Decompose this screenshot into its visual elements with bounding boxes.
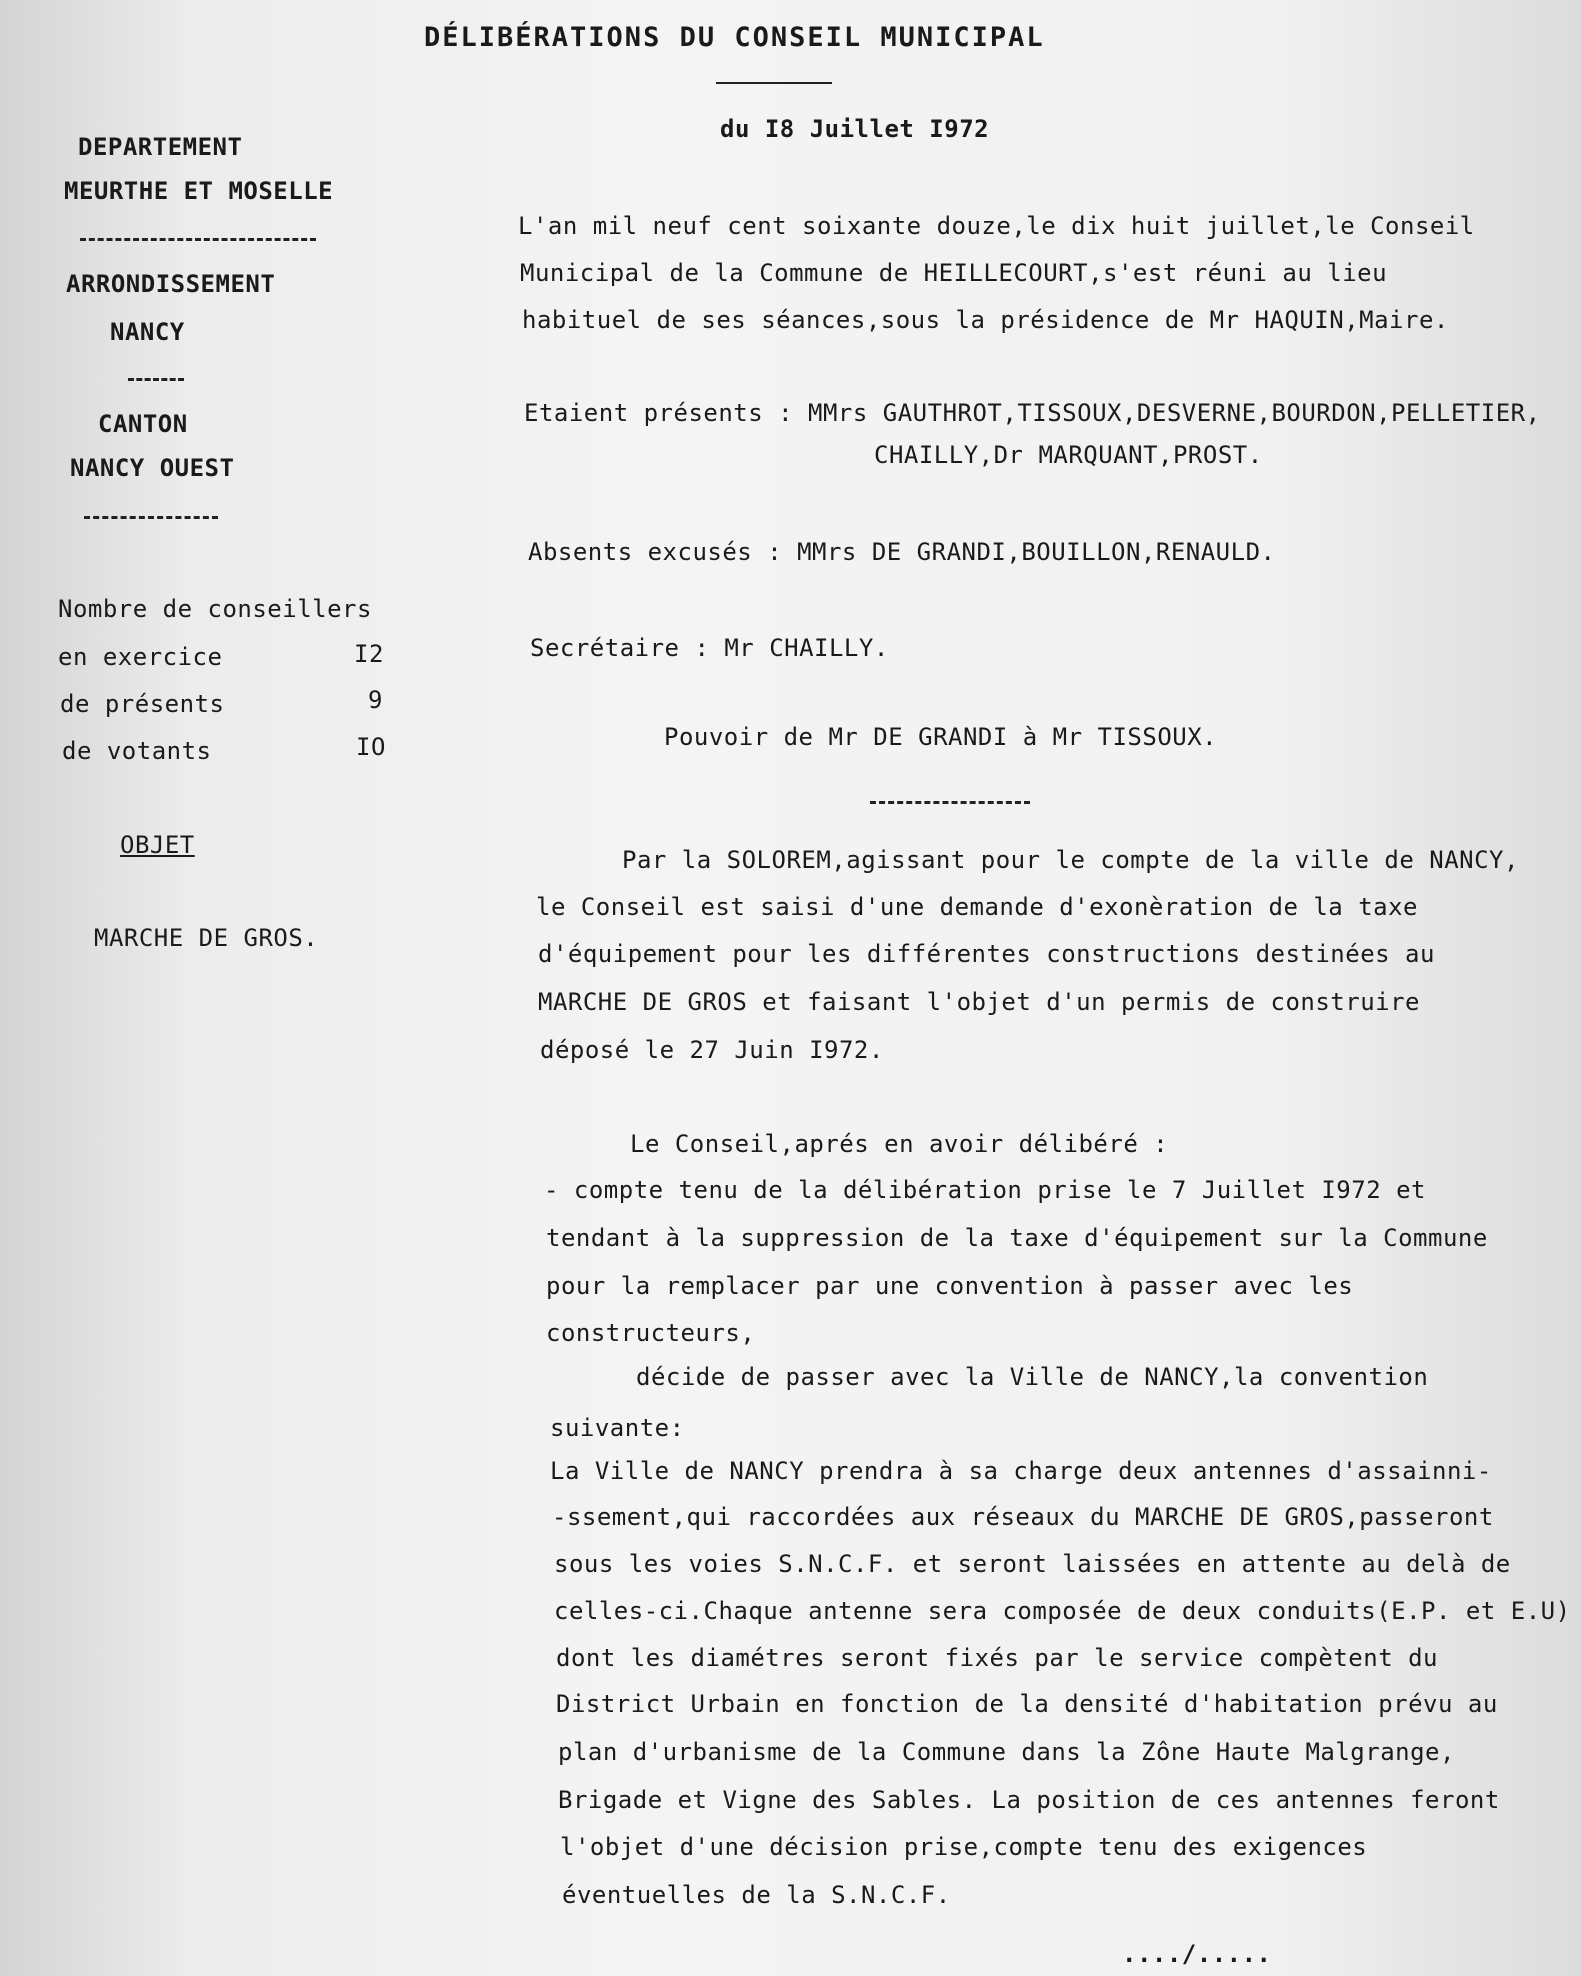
paragraph-line: l'objet d'une décision prise,compte tenu des exigences <box>560 1833 1368 1861</box>
paragraph-line: - compte tenu de la délibération prise le 7 Juillet I972 et <box>544 1176 1427 1204</box>
count-value: I2 <box>354 640 384 668</box>
sidebar-divider <box>80 238 316 241</box>
paragraph-line: tendant à la suppression de la taxe d'équipement sur la Commune <box>546 1224 1488 1252</box>
document-title: DÉLIBÉRATIONS DU CONSEIL MUNICIPAL <box>424 22 1045 53</box>
paragraph-line: suivante: <box>550 1414 685 1442</box>
intro-line: Municipal de la Commune de HEILLECOURT,s'est réuni au lieu <box>520 259 1388 287</box>
conseillers-title: Nombre de conseillers <box>58 595 372 623</box>
secretaire-line: Secrétaire : Mr CHAILLY. <box>530 634 889 662</box>
paragraph-line: Le Conseil,aprés en avoir délibéré : <box>630 1130 1169 1158</box>
count-label: de présents <box>60 690 225 718</box>
paragraph-line: déposé le 27 Juin I972. <box>540 1036 884 1064</box>
canton-label: CANTON <box>98 410 188 438</box>
paragraph-line: sous les voies S.N.C.F. et seront laissées en attente au delà de <box>554 1550 1511 1578</box>
count-label: en exercice <box>58 643 223 671</box>
departement-value: MEURTHE ET MOSELLE <box>64 177 334 205</box>
meeting-date: du I8 Juillet I972 <box>720 115 990 143</box>
count-value: IO <box>356 733 386 761</box>
paragraph-line: plan d'urbanisme de la Commune dans la Zône Haute Malgrange, <box>558 1738 1455 1766</box>
objet-value: MARCHE DE GROS. <box>94 924 319 952</box>
arrondissement-label: ARRONDISSEMENT <box>66 270 276 298</box>
departement-label: DEPARTEMENT <box>78 133 243 161</box>
objet-label: OBJET <box>120 831 195 859</box>
count-value: 9 <box>368 686 383 714</box>
paragraph-line: le Conseil est saisi d'une demande d'exonèration de la taxe <box>536 893 1419 921</box>
paragraph-line: constructeurs, <box>546 1319 756 1347</box>
presents-line: Etaient présents : MMrs GAUTHROT,TISSOUX,DESVERNE,BOURDON,PELLETIER, <box>524 399 1541 427</box>
arrondissement-value: NANCY <box>110 318 185 346</box>
paragraph-line: d'équipement pour les différentes constructions destinées au <box>538 940 1435 968</box>
paragraph-line: -ssement,qui raccordées aux réseaux du MARCHE DE GROS,passeront <box>552 1503 1494 1531</box>
paragraph-line: Brigade et Vigne des Sables. La position de ces antennes feront <box>558 1786 1500 1814</box>
paragraph-line: éventuelles de la S.N.C.F. <box>562 1881 951 1909</box>
body-divider <box>870 801 1030 804</box>
count-label: de votants <box>62 737 212 765</box>
title-underline <box>716 82 832 84</box>
sidebar-divider <box>128 378 184 381</box>
absents-line: Absents excusés : MMrs DE GRANDI,BOUILLON,RENAULD. <box>528 538 1276 566</box>
paragraph-line: celles-ci.Chaque antenne sera composée de deux conduits(E.P. et E.U) <box>554 1597 1571 1625</box>
sidebar-divider <box>84 516 218 519</box>
paragraph-line: La Ville de NANCY prendra à sa charge deux antennes d'assainni- <box>550 1457 1492 1485</box>
presents-line: CHAILLY,Dr MARQUANT,PROST. <box>874 441 1263 469</box>
canton-value: NANCY OUEST <box>70 454 235 482</box>
paragraph-line: MARCHE DE GROS et faisant l'objet d'un permis de construire <box>538 988 1421 1016</box>
paragraph-line: Par la SOLOREM,agissant pour le compte de la ville de NANCY, <box>622 846 1519 874</box>
paragraph-line: décide de passer avec la Ville de NANCY,la convention <box>636 1363 1429 1391</box>
intro-line: habituel de ses séances,sous la présidence de Mr HAQUIN,Maire. <box>522 306 1449 334</box>
paragraph-line: dont les diamétres seront fixés par le service compètent du <box>556 1644 1439 1672</box>
paragraph-line: District Urbain en fonction de la densité d'habitation prévu au <box>556 1690 1498 1718</box>
pouvoir-line: Pouvoir de Mr DE GRANDI à Mr TISSOUX. <box>664 723 1218 751</box>
intro-line: L'an mil neuf cent soixante douze,le dix huit juillet,le Conseil <box>518 212 1475 240</box>
continued-marker: ..../..... <box>1122 1940 1272 1968</box>
paragraph-line: pour la remplacer par une convention à passer avec les <box>546 1272 1354 1300</box>
